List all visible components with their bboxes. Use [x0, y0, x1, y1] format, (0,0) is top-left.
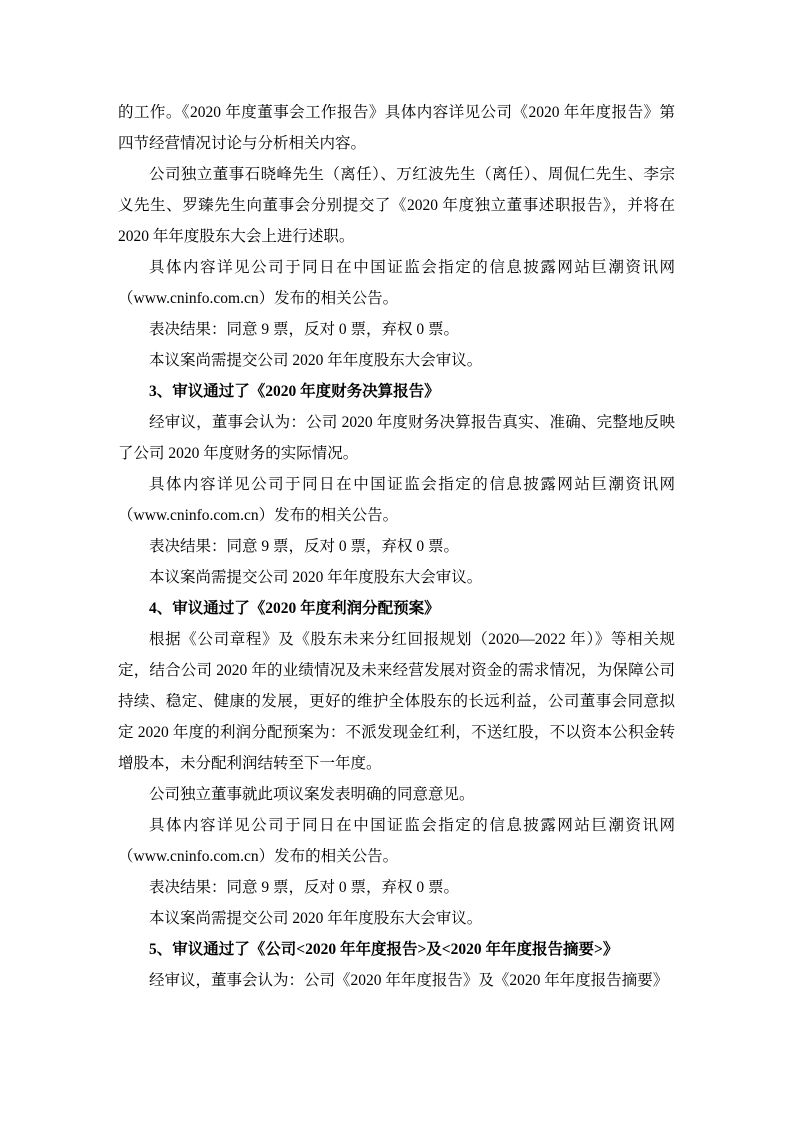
- paragraph-financial-report-opinion: 经审议，董事会认为：公司 2020 年度财务决算报告真实、准确、完整地反映了公司 2020 年度财务的实际情况。: [118, 414, 675, 462]
- paragraph-agm-submission-3: 本议案尚需提交公司 2020 年年度股东大会审议。: [149, 910, 483, 927]
- paragraph-disclosure-website-3: 具体内容详见公司于同日在中国证监会指定的信息披露网站巨潮资讯网（www.cninfo.com.cn）发布的相关公告。: [118, 817, 675, 865]
- paragraph-annual-report-opinion-cutoff: 经审议，董事会认为：公司《2020 年年度报告》及《2020 年年度报告摘要》: [149, 972, 669, 989]
- section-heading-item-4: 4、审议通过了《2020 年度利润分配预案》: [149, 600, 440, 617]
- paragraph-disclosure-website-2: 具体内容详见公司于同日在中国证监会指定的信息披露网站巨潮资讯网（www.cninfo.com.cn）发布的相关公告。: [118, 476, 675, 524]
- section-heading-item-3: 3、审议通过了《2020 年度财务决算报告》: [149, 383, 440, 400]
- paragraph-vote-result-2: 表决结果：同意 9 票，反对 0 票，弃权 0 票。: [149, 538, 460, 555]
- paragraph-board-work-report-continuation: 的工作。《2020 年度董事会工作报告》具体内容详见公司《2020 年年度报告》第四节经营情况讨论与分析相关内容。: [118, 104, 675, 152]
- paragraph-independent-director-consent: 公司独立董事就此项议案发表明确的同意意见。: [149, 786, 475, 803]
- section-heading-item-5: 5、审议通过了《公司<2020 年年度报告>及<2020 年年度报告摘要>》: [149, 941, 619, 958]
- document-body: [118, 97, 675, 996]
- paragraph-vote-result-3: 表决结果：同意 9 票，反对 0 票，弃权 0 票。: [149, 879, 460, 896]
- paragraph-independent-directors-reports: 公司独立董事石晓峰先生（离任）、万红波先生（离任）、周侃仁先生、李宗义先生、罗臻先生向董事会分别提交了《2020 年度独立董事述职报告》，并将在 2020 年年度股东大会上进行述职。: [118, 166, 675, 245]
- paragraph-vote-result-1: 表决结果：同意 9 票，反对 0 票，弃权 0 票。: [149, 321, 460, 338]
- paragraph-profit-distribution-plan: 根据《公司章程》及《股东未来分红回报规划（2020—2022 年）》等相关规定，结合公司 2020 年的业绩情况及未来经营发展对资金的需求情况，为保障公司持续、稳定、健康的发展，更好的维护全体股东的长远利益，公司董事会同意拟定 2020 年度的利润分配预案为：不派发现金红利，不送红股，不以资本公积金转增股本，未分配利润结转至下一年度。: [118, 631, 675, 772]
- paragraph-disclosure-website-1: 具体内容详见公司于同日在中国证监会指定的信息披露网站巨潮资讯网（www.cninfo.com.cn）发布的相关公告。: [118, 259, 675, 307]
- paragraph-agm-submission-2: 本议案尚需提交公司 2020 年年度股东大会审议。: [149, 569, 483, 586]
- paragraph-agm-submission-1: 本议案尚需提交公司 2020 年年度股东大会审议。: [149, 352, 483, 369]
